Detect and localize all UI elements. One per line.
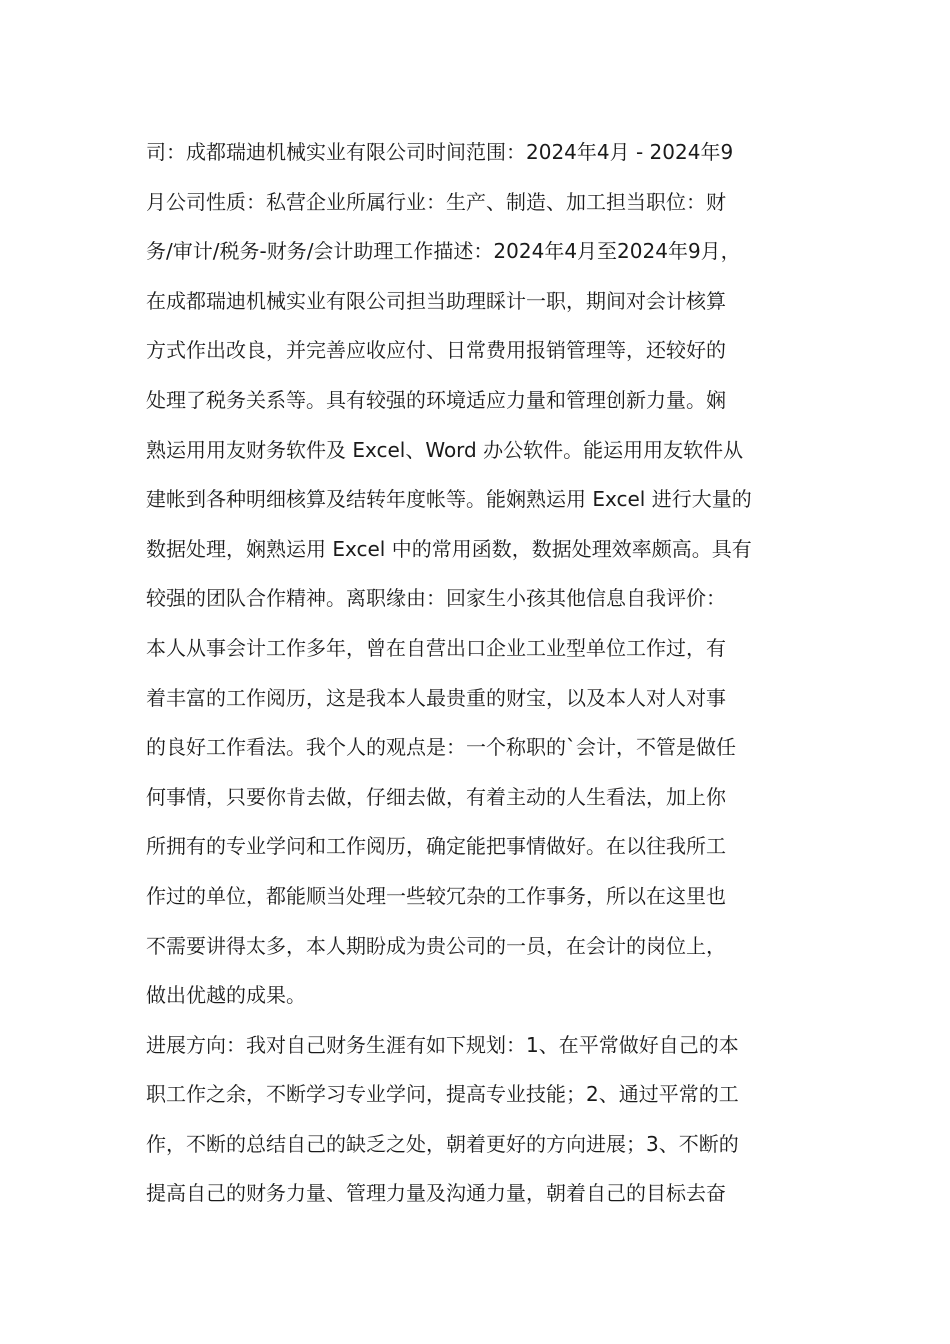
text-line: 本人从事会计工作多年，曾在自营出口企业工业型单位工作过，有	[146, 635, 726, 660]
text-line: 做出优越的成果。	[146, 983, 306, 1008]
text-line: 提高自己的财务力量、管理力量及沟通力量，朝着自己的目标去奋	[146, 1181, 726, 1206]
text-line: 较强的团队合作精神。离职缘由：回家生小孩其他信息自我评价：	[146, 586, 726, 611]
text-line: 司：成都瑞迪机械实业有限公司时间范围：2024年4月 - 2024年9	[146, 140, 734, 164]
text-line: 处理了税务关系等。具有较强的环境适应力量和管理创新力量。娴	[146, 387, 726, 412]
text-line: 月公司性质：私营企业所属行业：生产、制造、加工担当职位：财	[146, 189, 726, 214]
text-line: 职工作之余，不断学习专业学问，提高专业技能；2、通过平常的工	[146, 1082, 739, 1107]
text-line: 务/审计/税务-财务/会计助理工作描述：2024年4月至2024年9月，	[146, 239, 741, 264]
text-line: 作，不断的总结自己的缺乏之处，朝着更好的方向进展；3、不断的	[146, 1131, 739, 1156]
text-line: 方式作出改良，并完善应收应付、日常费用报销管理等，还较好的	[146, 338, 726, 363]
text-line: 着丰富的工作阅历，这是我本人最贵重的财宝，以及本人对人对事	[146, 685, 726, 710]
text-line: 作过的单位，都能顺当处理一些较冗杂的工作事务，所以在这里也	[146, 883, 726, 908]
text-line: 进展方向：我对自己财务生涯有如下规划：1、在平常做好自己的本	[146, 1032, 739, 1057]
text-line: 所拥有的专业学问和工作阅历，确定能把事情做好。在以往我所工	[146, 834, 726, 859]
text-line: 在成都瑞迪机械实业有限公司担当助理睬计一职，期间对会计核算	[146, 288, 726, 313]
text-line: 何事情，只要你肯去做，仔细去做，有着主动的人生看法，加上你	[146, 784, 726, 809]
document-body	[146, 128, 816, 1219]
text-line: 数据处理，娴熟运用 Excel 中的常用函数，数据处理效率颇高。具有	[146, 536, 752, 561]
text-line: 建帐到各种明细核算及结转年度帐等。能娴熟运用 Excel 进行大量的	[146, 487, 752, 512]
text-line: 不需要讲得太多，本人期盼成为贵公司的一员，在会计的岗位上，	[146, 933, 726, 958]
text-line: 的良好工作看法。我个人的观点是：一个称职的`会计，不管是做任	[146, 735, 736, 760]
text-line: 熟运用用友财务软件及 Excel、Word 办公软件。能运用用友软件从	[146, 437, 744, 462]
